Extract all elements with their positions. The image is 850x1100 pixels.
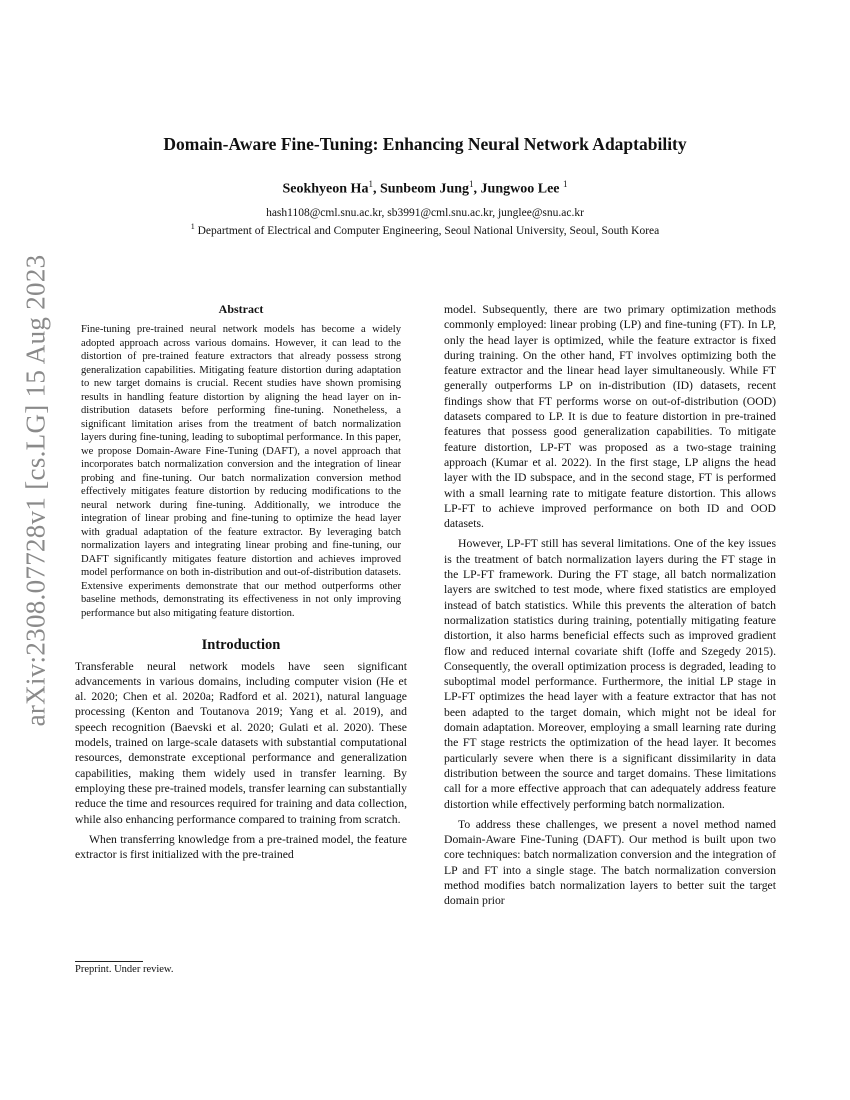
affiliation-text: Department of Electrical and Computer Engineering, Seoul National University, Seoul, South Korea <box>197 224 660 237</box>
introduction-paragraph: When transferring knowledge from a pre-trained model, the feature extractor is first initialized with the pre-trained <box>75 832 407 862</box>
introduction-paragraph: To address these challenges, we present a novel method named Domain-Aware Fine-Tuning (DAFT). Our method is built upon two core techniques: batch normalization conversion and the integration of LP and FT into a single stage. The batch normalization conversion method modifies batch normalization layers to better suit the target domain prior <box>444 817 776 908</box>
introduction-paragraph-continued: model. Subsequently, there are two primary optimization methods commonly employed: linear probing (LP) and fine-tuning (FT). In LP, only the head layer is optimized, while the feature extractor is fixed during training. On the other hand, FT involves optimizing both the feature extractor and the linear head layer simultaneously. While FT generally outperforms LP on in-distribution (ID) datasets, recent findings show that FT performs worse on out-of-distribution (OOD) datasets compared to LP. It is due to feature distortion in pre-trained features that possess good generalization capabilities. To mitigate feature distortion, LP-FT was proposed as a two-stage training approach (Kumar et al. 2022). In the first stage, LP aligns the head layer with the ID subspace, and in the second stage, FT is performed with a small learning rate to mitigate feature distortion. This allows LP-FT to achieve improved performance on both ID and OOD datasets. <box>444 303 776 531</box>
right-column <box>444 302 776 909</box>
introduction-paragraph: Transferable neural network models have seen significant advancements in various domains, including computer vision (He et al. 2020; Chen et al. 2020a; Radford et al. 2021), natural language processing (Kenton and Toutanova 2019; Yang et al. 2019), and speech recognition (Baevski et al. 2020; Gulati et al. 2020). These models, trained on large-scale datasets with substantial computational resources, demonstrate exceptional performance and generalization capabilities, making them widely used in transfer learning. By employing these pre-trained models, transfer learning can substantially reduce the time and resources required for training and data collection, while also enhancing performance compared to training from scratch. <box>75 659 407 826</box>
introduction-heading: Introduction <box>201 637 281 654</box>
left-column <box>75 302 407 862</box>
abstract-heading: Abstract <box>218 302 264 316</box>
author-name: Jungwoo Lee <box>480 181 560 197</box>
author-affiliation-marker: 1 <box>469 179 474 189</box>
author-emails: hash1108@cml.snu.ac.kr, sb3991@cml.snu.ac.kr, junglee@snu.ac.kr <box>266 207 584 219</box>
affiliation <box>80 222 770 237</box>
footnote: Preprint. Under review. <box>75 964 174 975</box>
paper-title: Domain-Aware Fine-Tuning: Enhancing Neural Network Adaptability <box>163 134 687 154</box>
author-affiliation-marker: 1 <box>563 179 568 189</box>
footnote-divider <box>75 961 143 962</box>
author-separator: , <box>473 181 481 197</box>
affiliation-marker: 1 <box>190 222 195 231</box>
arxiv-identifier-stamp <box>10 254 62 726</box>
author-affiliation-marker: 1 <box>368 179 373 189</box>
author-name: Seokhyeon Ha <box>282 181 369 197</box>
introduction-paragraph: However, LP-FT still has several limitations. One of the key issues is the treatment of batch normalization layers during the FT stage in the LP-FT framework. During the FT stage, all batch normalization layers are switched to test mode, where fixed statistics are employed instead of batch statistics. While this prevents the alteration of batch normalization statistics during training, potentially mitigating feature distortion, it also harms beneficial effects such as improved gradient flow and reduced internal covariate shift (Ioffe and Szegedy 2015). Consequently, the overall optimization process is degraded, leading to suboptimal model performance. Furthermore, the initial LP stage in LP-FT optimizes the head layer with a feature extractor that has not been adapted to the target domain, which might not be ideal for domain adaptation. Moreover, employing a small learning rate during the FT stage restricts the optimization of the head layer. It becomes particularly severe when there is a significant dissimilarity in data distribution between the source and target domains. These limitations call for a more effective approach that can adequately address feature distortion while effectively performing batch normalization. <box>444 537 776 811</box>
abstract-body: Fine-tuning pre-trained neural network models has become a widely adopted approach across various domains. However, it can lead to the distortion of pre-trained feature extractors that already possess strong generalization capabilities. Mitigating feature distortion during adaptation to new target domains is crucial. Recent studies have shown promising results in handling feature distortion by aligning the head layer on in-distribution datasets before performing fine-tuning. Nonetheless, a significant limitation arises from the treatment of batch normalization layers during fine-tuning, leading to suboptimal performance. In this paper, we propose Domain-Aware Fine-Tuning (DAFT), a novel approach that incorporates batch normalization conversion and the integration of linear probing and fine-tuning. Our batch normalization conversion method effectively mitigates feature distortion by reducing modifications to the neural network during fine-tuning. Additionally, we introduce the integration of linear probing and fine-tuning to optimize the head layer with gradual adaptation of the feature extractor. By leveraging batch normalization layers and integrating linear probing and fine-tuning, our DAFT significantly mitigates feature distortion and achieves improved model performance on both in-distribution and out-of-distribution datasets. Extensive experiments demonstrate that our method outperforms other baseline methods, demonstrating its effectiveness in not only improving performance but also mitigating feature distortion. <box>81 324 401 619</box>
author-name: Sunbeom Jung <box>379 181 470 197</box>
author-separator: , <box>372 181 380 197</box>
arxiv-identifier-text: arXiv:2308.07728v1 [cs.LG] 15 Aug 2023 <box>20 254 51 726</box>
author-list <box>80 179 770 198</box>
